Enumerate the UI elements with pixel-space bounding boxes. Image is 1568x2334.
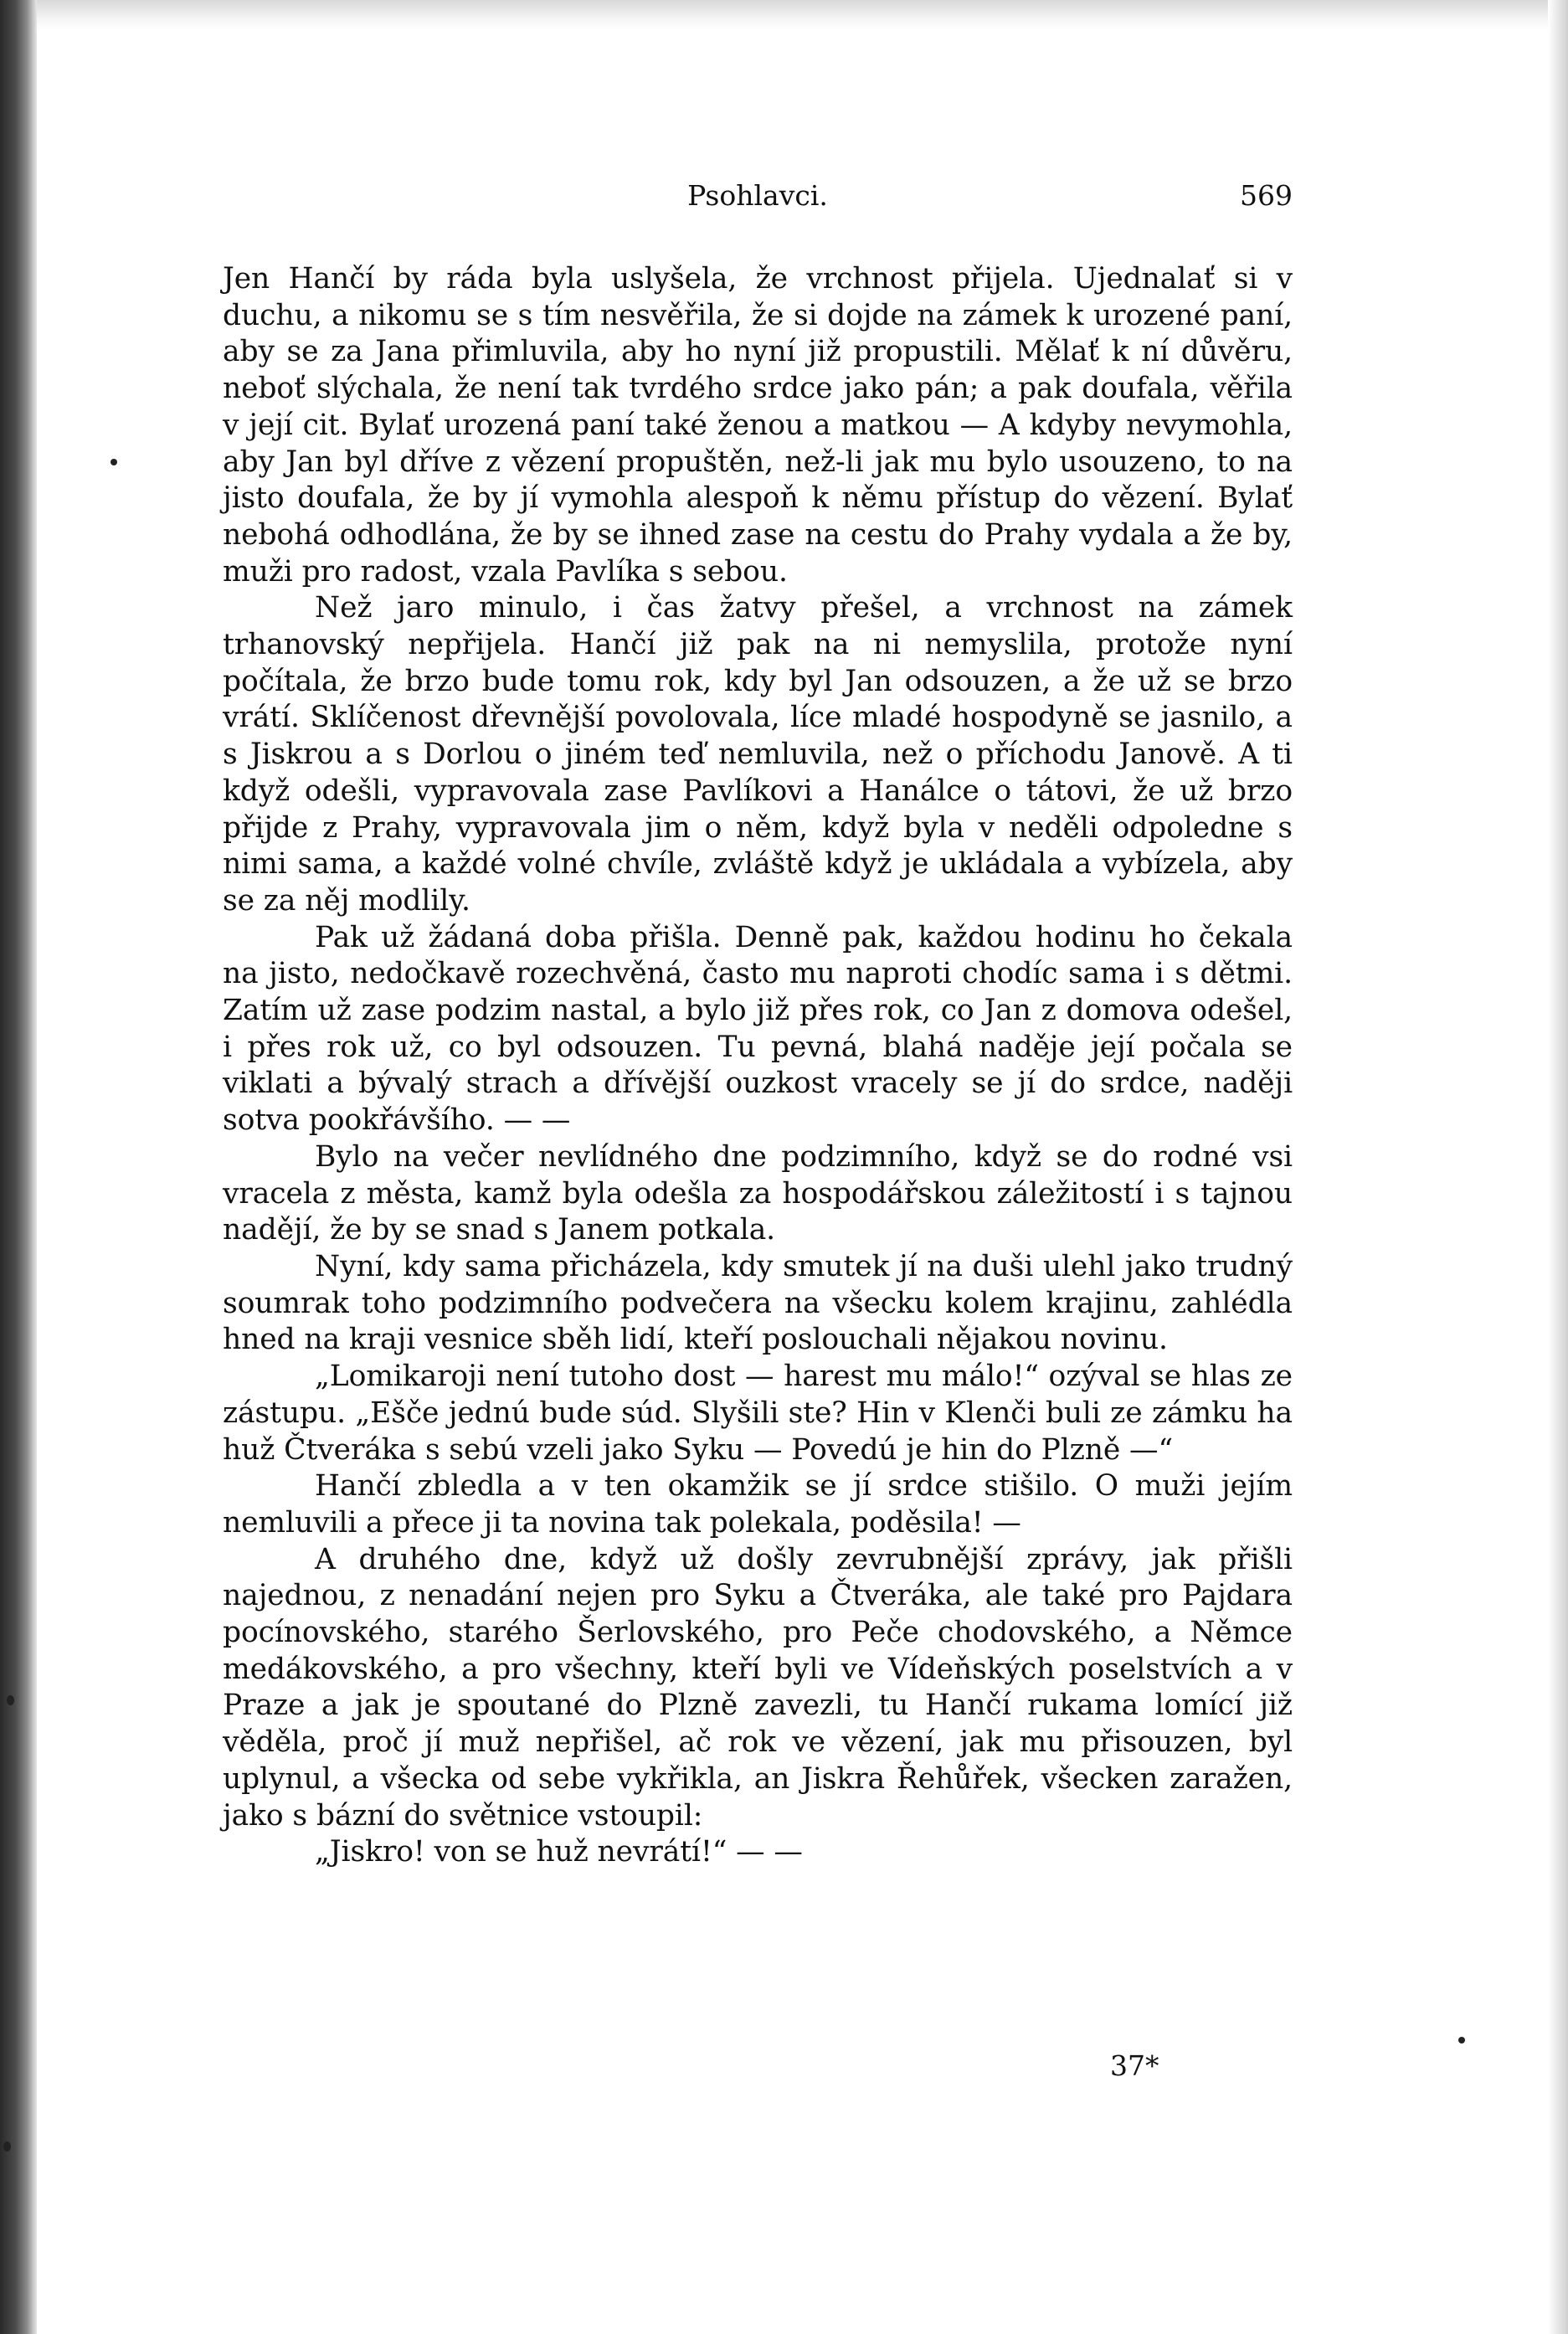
signature-mark: 37*	[1110, 2049, 1159, 2082]
book-page	[223, 176, 1293, 1871]
running-title: Psohlavci.	[687, 179, 828, 212]
scan-speck	[7, 1695, 14, 1705]
scan-speck	[1458, 2037, 1465, 2044]
paragraph: Hančí zbledla a v ten okamžik se jí srdce stišilo. O muži jejím nemluvili a přece ji ta novina tak polekala, poděsila! —	[223, 1469, 1293, 1540]
paragraph: Nyní, kdy sama přicházela, kdy smutek jí na duši ulehl jako trudný soumrak toho podzimního podvečera na všecku kolem krajinu, zahlédla hned na kraji vesnice sběh lidí, kteří poslouchali nějakou novinu.	[223, 1249, 1293, 1357]
paragraph: Bylo na večer nevlídného dne podzimního, když se do rodné vsi vracela z města, kamž byla odešla za hospodářskou záležitostí i s tajnou nadějí, že by se snad s Janem potkala.	[223, 1139, 1293, 1247]
paragraph: Jen Hančí by ráda byla uslyšela, že vrchnost přijela. Ujednalať si v duchu, a nikomu se s tím nesvěřila, že si dojde na zámek k urozené paní, aby se za Jana přimluvila, aby ho nyní již propustili. Mělať k ní důvěru, neboť slýchala, že není tak tvrdého srdce jako pán; a pak doufala, věřila v její cit. Bylať urozená paní také ženou a matkou — A kdyby nevymohla, aby Jan byl dříve z vězení propuštěn, než-li jak mu bylo usouzeno, to na jisto doufala, že by jí vymohla alespoň k němu přístup do vězení. Bylať nebohá odhodlána, že by se ihned zase na cestu do Prahy vydala a že by, muži pro radost, vzala Pavlíka s sebou.	[223, 262, 1293, 589]
paragraph: Než jaro minulo, i čas žatvy přešel, a vrchnost na zámek trhanovský nepřijela. Hančí již pak na ni nemyslila, protože nyní počítala, že brzo bude tomu rok, kdy byl Jan odsouzen, a že už se brzo vrátí. Sklíčenost dřevnější povolovala, líce mladé hospodyně se jasnilo, a s Jiskrou a s Dorlou o jiném teď nemluvila, než o příchodu Janově. A ti když odešli, vypravovala zase Pavlíkovi a Hanálce o tátovi, že už brzo přijde z Prahy, vypravovala jim o něm, když byla v neděli odpoledne s nimi sama, a každé volné chvíle, zvláště když je ukládala a vybízela, aby se za něj modlily.	[223, 591, 1293, 918]
paragraph: „Jiskro! von se huž nevrátí!“ — —	[315, 1835, 803, 1869]
scan-top-shadow	[0, 0, 1568, 30]
body-text	[223, 261, 1293, 1871]
page-number: 569	[1240, 179, 1293, 212]
scan-binding-edge	[0, 0, 37, 2334]
running-header	[223, 176, 1293, 218]
scan-right-shadow	[1548, 0, 1568, 2334]
paragraph: Pak už žádaná doba přišla. Denně pak, každou hodinu ho čekala na jisto, nedočkavě rozechvěná, často mu naproti chodíc sama i s dětmi. Zatím už zase podzim nastal, a bylo již přes rok, co Jan z domova odešel, i přes rok už, co byl odsouzen. Tu pevná, blahá naděje její počala se viklati a bývalý strach a dřívější ouzkost vracely se jí do srdce, naději sotva pookřávšího. — —	[223, 920, 1293, 1138]
paragraph: „Lomikaroji není tutoho dost — harest mu málo!“ ozýval se hlas ze zástupu. „Ešče jednú bude súd. Slyšili ste? Hin v Klenči buli ze zámku ha huž Čtveráka s sebú vzeli jako Syku — Povedú je hin do Plzně —“	[223, 1360, 1293, 1467]
scan-speck	[111, 459, 117, 465]
paragraph: A druhého dne, když už došly zevrubnější zprávy, jak přišli najednou, z nenadání nejen pro Syku a Čtveráka, ale také pro Pajdara pocínovského, starého Šerlovského, pro Peče chodovského, a Němce medákovského, a pro všechny, kteří byli ve Vídeňských poselstvích a v Praze a jak je spoutané do Plzně zavezli, tu Hančí rukama lomící již věděla, proč jí muž nepřišel, ač rok ve vězení, jak mu přisouzen, byl uplynul, a všecka od sebe vykřikla, an Jiskra Řehůřek, všecken zaražen, jako s bázní do světnice vstoupil:	[223, 1542, 1293, 1833]
scan-speck	[3, 2141, 11, 2151]
